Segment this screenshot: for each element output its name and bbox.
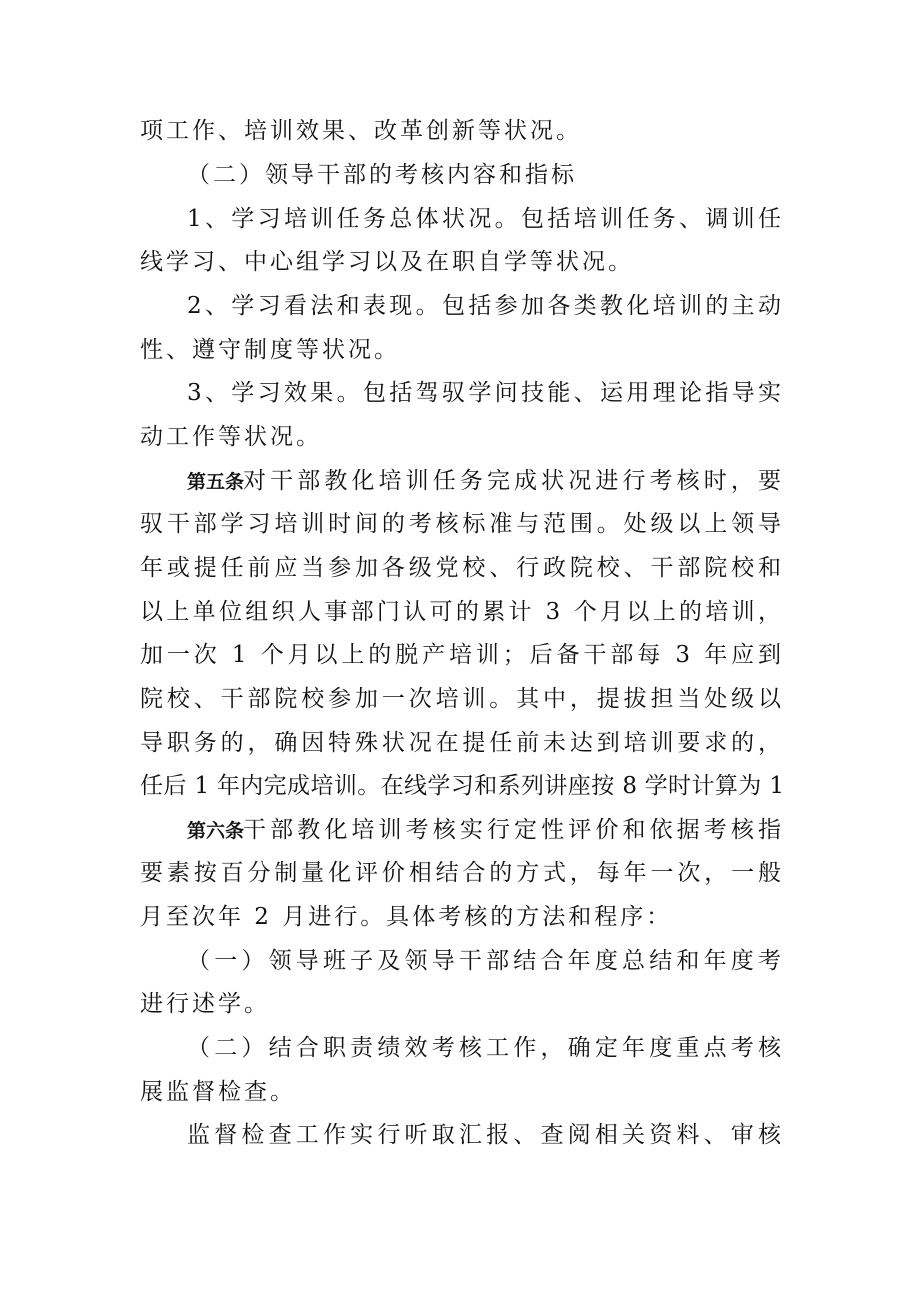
text-line: （二）结合职责绩效考核工作，确定年度重点考核 [187, 1035, 784, 1061]
text-line: 2、学习看法和表现。包括参加各类教化培训的主动 [187, 293, 784, 319]
text-line: 进行述学。 [140, 991, 270, 1017]
text-line: 院校、干部院校参加一次培训。其中，提拔担当处级以 [140, 686, 784, 712]
text-line: 月至次年 2 月进行。具体考核的方法和程序： [140, 904, 673, 930]
text-line: 性、遵守制度等状况。 [140, 337, 400, 363]
article-label [187, 466, 247, 497]
text-line: 项工作、培训效果、改革创新等状况。 [140, 118, 582, 144]
text-line: 要素按百分制量化评价相结合的方式，每年一次，一般 [140, 860, 784, 886]
article-5-label: 第五条 [187, 471, 245, 493]
article-6-label: 第六条 [187, 820, 245, 842]
text-line: 动工作等状况。 [140, 424, 322, 450]
text-line: 对干部教化培训任务完成状况进行考核时，要 [243, 468, 784, 494]
text-line: 年或提任前应当参加各级党校、行政院校、干部院校和 [140, 555, 784, 581]
text-line: 1、学习培训任务总体状况。包括培训任务、调训任 [187, 206, 784, 232]
text-line: 展监督检查。 [140, 1079, 296, 1105]
text-line: 驭干部学习培训时间的考核标准与范围。处级以上领导 [140, 511, 784, 537]
text-line: 导职务的，确因特殊状况在提任前未达到培训要求的， [140, 730, 784, 756]
section-heading: （二）领导干部的考核内容和指标 [187, 162, 577, 188]
text-line: 加一次 1 个月以上的脱产培训；后备干部每 3 年应到 [140, 642, 784, 668]
text-line: 任后 1 年内完成培训。在线学习和系列讲座按 8 学时计算为 1 [140, 773, 784, 799]
text-line: 3、学习效果。包括驾驭学问技能、运用理论指导实 [187, 380, 784, 406]
text-line: 干部教化培训考核实行定性评价和依据考核指 [243, 817, 784, 843]
article-label [187, 815, 247, 846]
text-line: 以上单位组织人事部门认可的累计 3 个月以上的培训， [140, 599, 784, 625]
text-line: （一）领导班子及领导干部结合年度总结和年度考 [187, 948, 784, 974]
text-line: 线学习、中心组学习以及在职自学等状况。 [140, 249, 634, 275]
text-line: 监督检查工作实行听取汇报、查阅相关资料、审核 [187, 1122, 784, 1148]
